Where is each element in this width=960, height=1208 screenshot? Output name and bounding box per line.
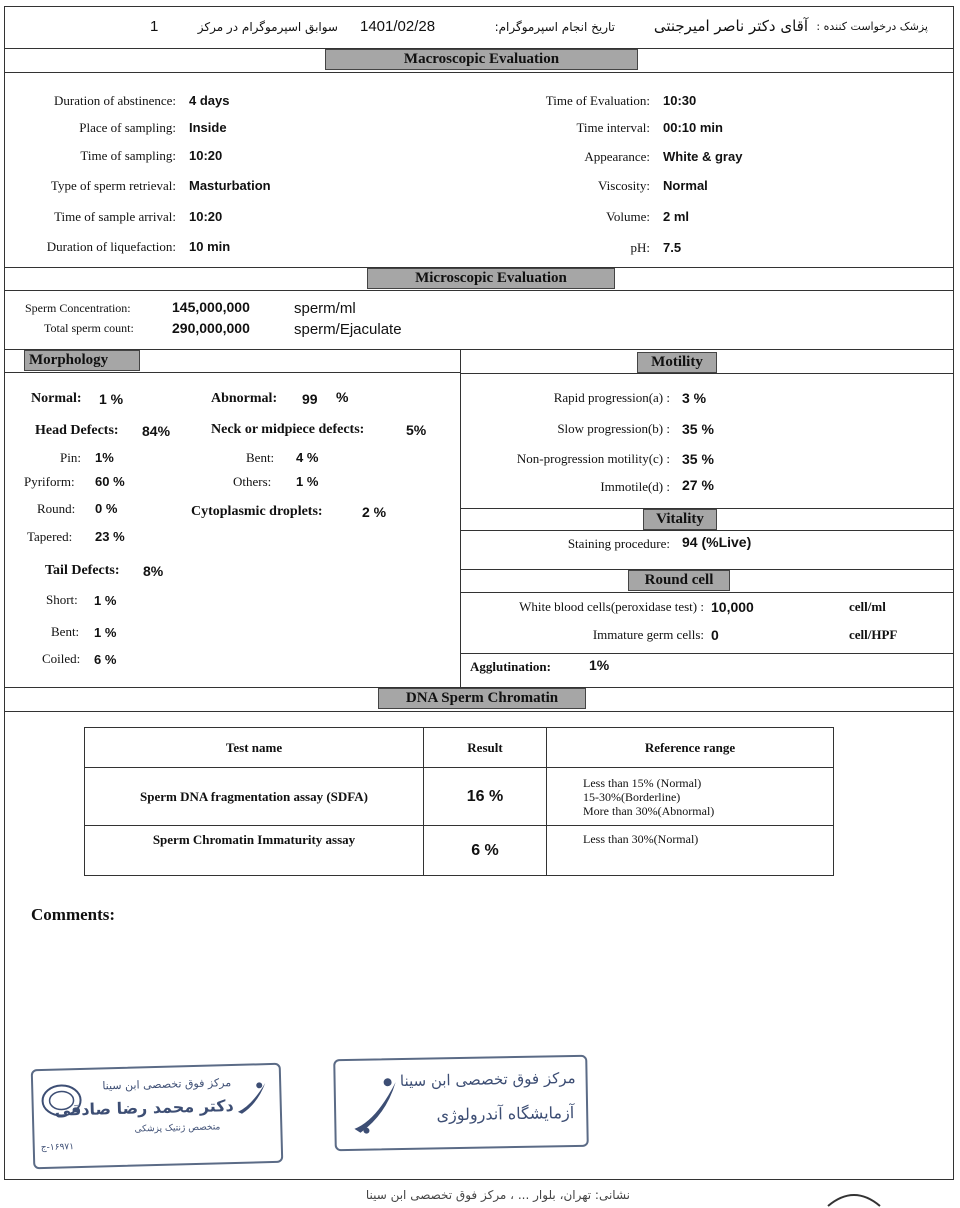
table-header-row	[85, 728, 834, 768]
divider	[4, 711, 954, 712]
test-reference	[547, 826, 834, 876]
divider	[460, 653, 954, 654]
test-result: 6 %	[424, 826, 547, 876]
vitality-title: Vitality	[643, 509, 717, 530]
round-value: 0 %	[95, 501, 118, 516]
bent-value: 4 %	[296, 450, 319, 465]
slow-value: 35 %	[682, 421, 714, 437]
tapered-value: 23 %	[95, 529, 125, 544]
header-test-name: Test name	[85, 728, 424, 768]
viscosity-value: Normal	[663, 178, 708, 193]
staining-value: 94 (%Live)	[682, 534, 752, 550]
test-name: Sperm DNA fragmentation assay (SDFA)	[85, 768, 424, 826]
test-name: Sperm Chromatin Immaturity assay	[85, 826, 424, 876]
pin-label: Pin:	[60, 450, 81, 465]
reference-line: Less than 15% (Normal)	[583, 775, 702, 790]
date-label: تاریخ انجام اسپرموگرام:	[494, 20, 615, 34]
volume-value: 2 ml	[663, 209, 690, 224]
cytoplasmic-label: Cytoplasmic droplets:	[191, 504, 323, 519]
agglutination-label: Agglutination:	[470, 659, 551, 674]
coiled-label: Coiled:	[42, 651, 81, 666]
retrieval-value: Masturbation	[189, 178, 271, 193]
head-defects-value: 84%	[142, 423, 171, 439]
stamp-specialty: متخصص ژنتیک پزشکی	[134, 1122, 221, 1135]
macroscopic-title: Macroscopic Evaluation	[325, 49, 638, 70]
round-label: Round:	[37, 501, 76, 516]
nonprog-value: 35 %	[682, 451, 714, 467]
divider	[460, 592, 954, 593]
interval-value: 00:10 min	[663, 120, 723, 135]
abstinence-value: 4 days	[189, 93, 230, 108]
place-label: Place of sampling:	[79, 120, 176, 135]
stamp-code: ۱۶۹۷۱-ج	[40, 1142, 75, 1154]
wbc-label: White blood cells(peroxidase test) :	[519, 599, 704, 614]
footer-address: نشانی: تهران، بلوار ... ، مرکز فوق تخصصی ابن سینا	[365, 1188, 630, 1202]
tail-defects-value: 8%	[143, 563, 164, 579]
divider	[460, 373, 954, 374]
sampling-time-label: Time of sampling:	[80, 148, 176, 163]
divider	[4, 349, 954, 350]
pin-value: 1%	[95, 450, 114, 465]
microscopic-title: Microscopic Evaluation	[367, 268, 615, 289]
liquefaction-value: 10 min	[189, 239, 231, 254]
neck-defects-value: 5%	[406, 422, 427, 438]
germ-value: 0	[711, 627, 719, 643]
divider	[4, 290, 954, 291]
appearance-value: White & gray	[663, 149, 743, 164]
appearance-label: Appearance:	[584, 149, 650, 164]
neck-defects-label: Neck or midpiece defects:	[211, 422, 365, 437]
tail-defects-label: Tail Defects:	[45, 563, 120, 578]
viscosity-label: Viscosity:	[598, 178, 650, 193]
slow-label: Slow progression(b) :	[557, 421, 670, 436]
germ-label: Immature germ cells:	[592, 627, 704, 642]
header-result: Result	[424, 728, 547, 768]
eval-time-label: Time of Evaluation:	[545, 93, 650, 108]
pyriform-label: Pyriform:	[24, 474, 75, 489]
comments-label: Comments:	[31, 905, 116, 924]
abnormal-label: Abnormal:	[211, 391, 278, 406]
concentration-unit: sperm/ml	[294, 300, 356, 317]
lab-stamp-center: مرکز فوق تخصصی ابن سینا	[399, 1068, 576, 1091]
normal-value: 1 %	[99, 391, 124, 407]
short-value: 1 %	[94, 593, 117, 608]
history-label: سوابق اسپرموگرام در مرکز	[197, 20, 338, 34]
stamp-logo-icon	[231, 1075, 272, 1120]
head-defects-label: Head Defects:	[35, 423, 119, 438]
rapid-value: 3 %	[682, 390, 707, 406]
pyriform-value: 60 %	[95, 474, 125, 489]
liquefaction-label: Duration of liquefaction:	[46, 239, 176, 254]
wbc-unit: cell/ml	[849, 599, 886, 614]
tail-bent-value: 1 %	[94, 625, 117, 640]
interval-label: Time interval:	[576, 120, 650, 135]
stamp-doctor-name: دکتر محمد رضا صادقی	[54, 1095, 234, 1120]
normal-label: Normal:	[31, 391, 82, 406]
lab-stamp	[333, 1055, 589, 1151]
table-row	[85, 768, 834, 826]
test-reference	[547, 768, 834, 826]
short-label: Short:	[46, 592, 78, 607]
arrival-label: Time of sample arrival:	[54, 209, 176, 224]
germ-unit: cell/HPF	[849, 627, 898, 642]
lab-stamp-title: آزمایشگاه آندرولوژی	[436, 1103, 575, 1125]
concentration-label: Sperm Concentration:	[25, 301, 131, 315]
divider	[460, 530, 954, 531]
arrival-value: 10:20	[189, 209, 223, 224]
dna-table	[84, 727, 834, 876]
volume-label: Volume:	[606, 209, 650, 224]
sampling-time-value: 10:20	[189, 148, 223, 163]
abnormal-value: 99	[302, 391, 318, 407]
abstinence-label: Duration of abstinence:	[53, 93, 176, 108]
doctor-stamp	[31, 1063, 284, 1170]
wbc-value: 10,000	[711, 599, 754, 615]
history-value: 1	[150, 18, 159, 35]
concentration-value: 145,000,000	[172, 299, 250, 315]
table-row	[85, 826, 834, 876]
reference-line: Less than 30%(Normal)	[583, 832, 699, 846]
reference-line: 15-30%(Borderline)	[583, 789, 681, 804]
bent-label: Bent:	[246, 450, 275, 465]
immotile-value: 27 %	[682, 477, 714, 493]
round-cell-title: Round cell	[628, 570, 730, 591]
abnormal-unit: %	[336, 389, 349, 405]
total-count-unit: sperm/Ejaculate	[294, 321, 402, 338]
ph-label: pH:	[630, 240, 650, 255]
others-label: Others:	[233, 474, 272, 489]
nonprog-label: Non-progression motility(c) :	[516, 451, 670, 466]
ph-value: 7.5	[663, 240, 682, 255]
lab-logo-icon	[345, 1070, 406, 1141]
tail-bent-label: Bent:	[51, 624, 80, 639]
reference-line: More than 30%(Abnormal)	[583, 803, 715, 818]
date-value: 1401/02/28	[360, 18, 436, 35]
tapered-label: Tapered:	[27, 529, 73, 544]
cytoplasmic-value: 2 %	[362, 504, 387, 520]
morphology-title: Morphology	[24, 350, 140, 371]
motility-title: Motility	[637, 352, 717, 373]
stamp-center-name: مرکز فوق تخصصی ابن سینا	[102, 1076, 232, 1093]
test-result: 16 %	[424, 768, 547, 826]
divider	[4, 72, 954, 73]
staining-label: Staining procedure:	[567, 536, 670, 551]
divider	[4, 372, 460, 373]
rapid-label: Rapid progression(a) :	[553, 390, 670, 405]
total-count-value: 290,000,000	[172, 320, 250, 336]
header-reference: Reference range	[547, 728, 834, 768]
dna-title: DNA Sperm Chromatin	[378, 688, 586, 709]
coiled-value: 6 %	[94, 652, 117, 667]
place-value: Inside	[189, 120, 227, 135]
footer-logo-icon	[824, 1188, 884, 1208]
eval-time-value: 10:30	[663, 93, 697, 108]
doctor-name: آقای دکتر ناصر امیرجنتی	[653, 17, 808, 35]
retrieval-label: Type of sperm retrieval:	[50, 178, 176, 193]
doctor-label: پزشک درخواست کننده :	[816, 20, 928, 33]
others-value: 1 %	[296, 474, 319, 489]
immotile-label: Immotile(d) :	[600, 479, 670, 494]
agglutination-value: 1%	[589, 657, 610, 673]
total-count-label: Total sperm count:	[44, 321, 134, 335]
